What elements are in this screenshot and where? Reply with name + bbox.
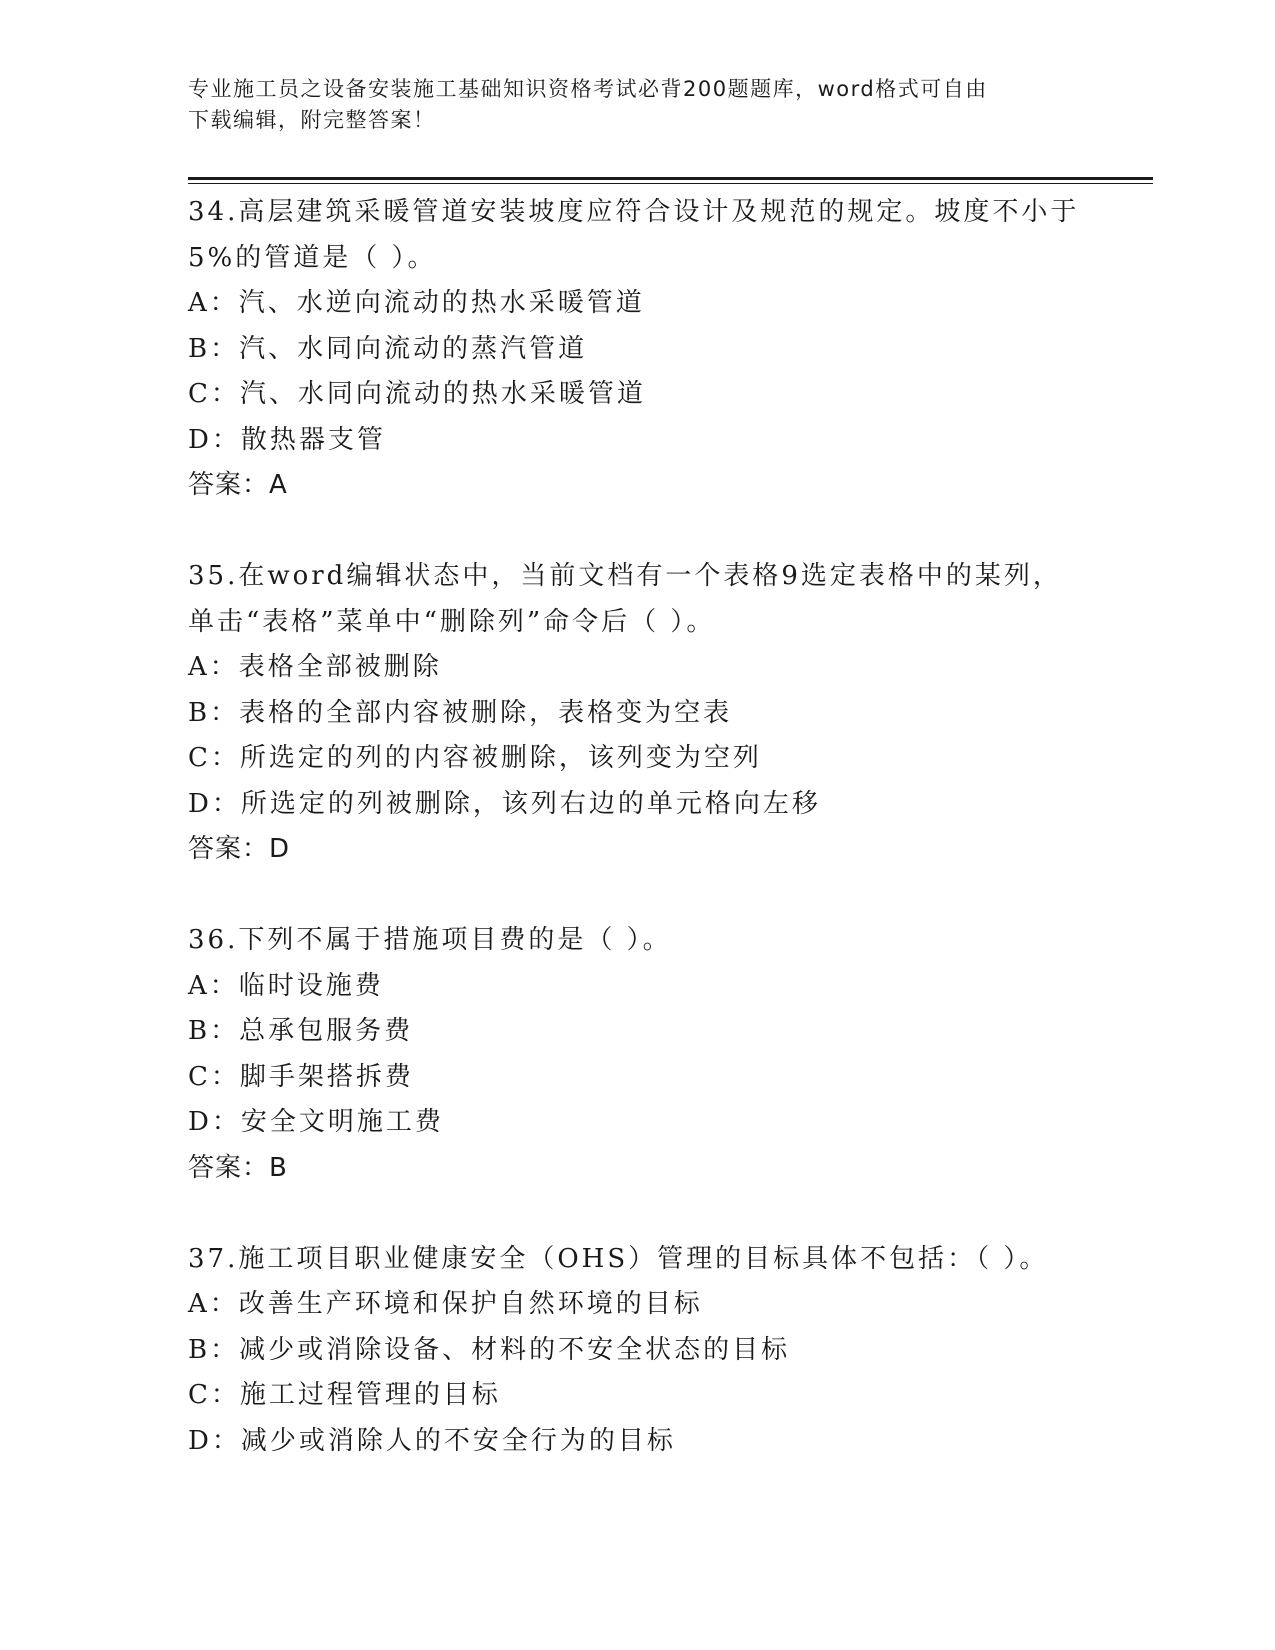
- option-d: D：减少或消除人的不安全行为的目标: [188, 1425, 676, 1456]
- option-a: A：汽、水逆向流动的热水采暖管道: [188, 288, 645, 318]
- question-34: [188, 190, 1128, 509]
- option-c: C：施工过程管理的目标: [188, 1380, 501, 1410]
- question-stem: 34.高层建筑采暖管道安装坡度应符合设计及规范的规定。坡度不小于: [188, 197, 1080, 227]
- header-rule-thick: [188, 177, 1153, 180]
- question-stem: 37.施工项目职业健康安全（OHS）管理的目标具体不包括：（ ）。: [188, 1243, 1049, 1274]
- option-a: A：表格全部被删除: [188, 652, 442, 682]
- answer: 答案：B: [188, 1152, 288, 1183]
- option-c: C：脚手架搭拆费: [188, 1061, 414, 1092]
- option-b: B：总承包服务费: [188, 1016, 414, 1046]
- header-line-1: 专业施工员之设备安装施工基础知识资格考试必背200题题库，word格式可自由: [188, 77, 988, 101]
- answer: 答案：D: [188, 834, 291, 864]
- option-b: B：表格的全部内容被删除，表格变为空表: [188, 697, 733, 728]
- answer: 答案：A: [188, 470, 288, 500]
- option-d: D：散热器支管: [188, 424, 386, 455]
- option-c: C：所选定的列的内容被删除，该列变为空列: [188, 743, 762, 773]
- option-b: B：减少或消除设备、材料的不安全状态的目标: [188, 1334, 791, 1365]
- question-stem-continued: 5%的管道是（ ）。: [188, 242, 437, 273]
- question-stem: 36.下列不属于措施项目费的是（ ）。: [188, 925, 672, 955]
- option-d: D：安全文明施工费: [188, 1107, 444, 1137]
- option-b: B：汽、水同向流动的蒸汽管道: [188, 333, 588, 364]
- document-header: [188, 74, 1088, 136]
- question-37: [188, 1237, 1128, 1465]
- question-stem: 35.在word编辑状态中，当前文档有一个表格9选定表格中的某列，: [188, 561, 1062, 591]
- header-line-2: 下载编辑，附完整答案！: [188, 108, 436, 132]
- header-rule-thin: [188, 183, 1153, 184]
- option-d: D：所选定的列被删除，该列右边的单元格向左移: [188, 788, 821, 819]
- option-a: A：临时设施费: [188, 970, 384, 1001]
- option-c: C：汽、水同向流动的热水采暖管道: [188, 379, 646, 409]
- option-a: A：改善生产环境和保护自然环境的目标: [188, 1289, 703, 1319]
- question-35: [188, 554, 1128, 873]
- question-list: [188, 190, 1128, 1464]
- question-36: [188, 918, 1128, 1191]
- question-stem-continued: 单击“表格”菜单中“删除列”命令后（ ）。: [188, 606, 716, 637]
